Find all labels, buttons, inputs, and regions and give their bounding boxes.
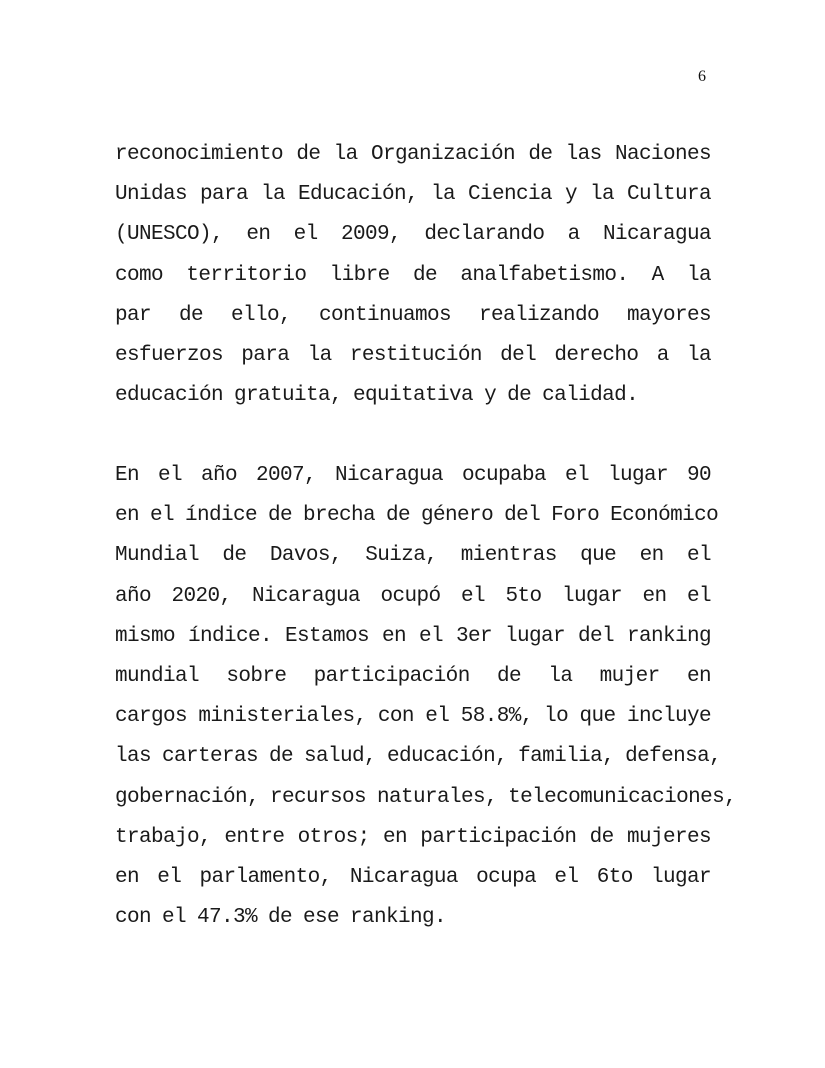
text-line: las carteras de salud, educación, familia, defensa, <box>115 745 722 769</box>
text-line: como territorio libre de analfabetismo. A la <box>115 263 711 287</box>
text-line: en el parlamento, Nicaragua ocupa el 6to lugar <box>115 865 711 889</box>
text-line: En el año 2007, Nicaragua ocupaba el lugar 90 <box>115 464 711 487</box>
text-line: par de ello, continuamos realizando mayores <box>115 303 711 327</box>
text-line: gobernación, recursos naturales, telecomunicaciones, <box>115 785 737 809</box>
text-line: Mundial de Davos, Suiza, mientras que en el <box>115 544 711 568</box>
text-line: (UNESCO), en el 2009, declarando a Nicaragua <box>115 223 711 247</box>
text-line: esfuerzos para la restitución del derecho a la <box>115 343 711 367</box>
text-line: en el índice de brecha de género del Foro Económico <box>115 504 719 528</box>
text-line: con el 47.3% de ese ranking. <box>115 906 447 930</box>
text-line: Unidas para la Educación, la Ciencia y la Cultura <box>115 183 711 207</box>
text-line: educación gratuita, equitativa y de calidad. <box>115 384 639 408</box>
text-line: año 2020, Nicaragua ocupó el 5to lugar en el <box>115 584 711 608</box>
text-line: mundial sobre participación de la mujer en <box>115 664 711 688</box>
text-line: mismo índice. Estamos en el 3er lugar del ranking <box>115 624 711 648</box>
paragraph-unesco <box>115 135 711 416</box>
text-line: reconocimiento de la Organización de las Naciones <box>115 143 711 166</box>
paragraph-gender-gap <box>115 456 737 938</box>
page-number: 6 <box>698 68 706 85</box>
text-line: trabajo, entre otros; en participación de mujeres <box>115 825 711 849</box>
text-line: cargos ministeriales, con el 58.8%, lo que incluye <box>115 705 711 729</box>
